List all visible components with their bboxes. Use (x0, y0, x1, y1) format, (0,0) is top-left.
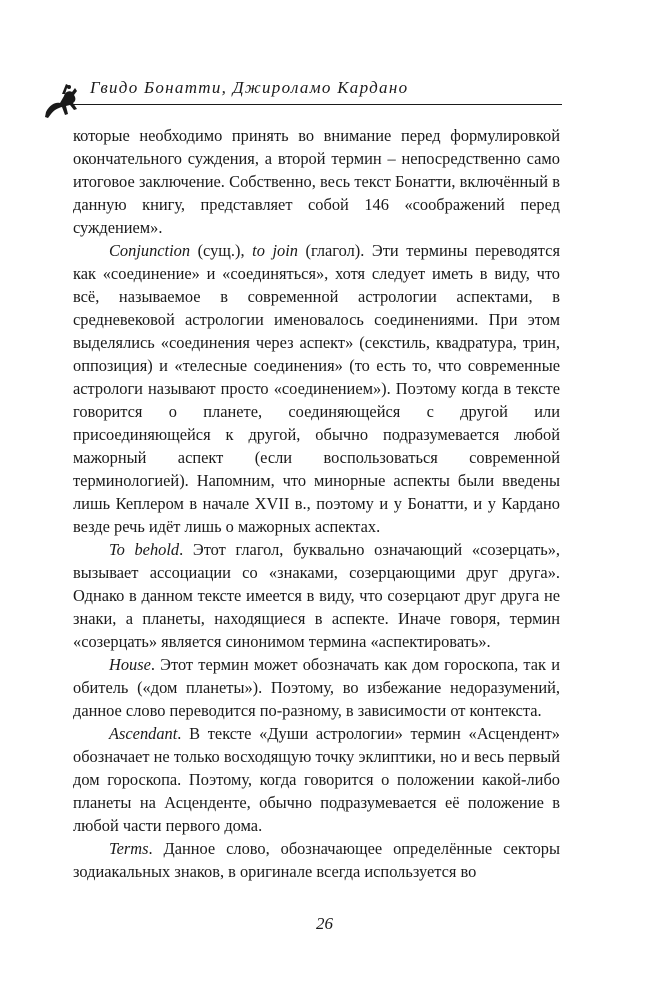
paragraph: House. Этот термин может обозначать как дом гороскопа, так и обитель («дом планеты»). Поэтому, во избежание недоразумений, данное слово переводится по-разному, в зависимости от контекста. (73, 655, 560, 720)
paragraph: Ascendant. В тексте «Души астрологии» термин «Асцендент» обозначает не только восходящую точку эклиптики, но и весь первый дом гороскопа. Поэтому, когда говорится о положении какой-либо планеты на Асценденте, обычно подразумевается её положение в любой части первого дома. (73, 724, 560, 835)
body-text (73, 124, 560, 883)
paragraph: Conjunction (сущ.), to join (глагол). Эти термины переводятся как «соединение» и «соединяться», хотя следует иметь в виду, что всё, называемое в современной астрологии аспектами, в средневековой астрологии именовалось соединениями. При этом выделялись «соединения через аспект» (секстиль, квадратура, трин, оппозиция) и «телесные соединения» (то есть то, что современные астрологи называют просто «соединением»). Поэтому когда в тексте говорится о планете, соединяющейся с другой или присоединяющейся к другой, обычно подразумевается любой мажорный аспект (если воспользоваться современной терминологией). Напомним, что минорные аспекты были введены лишь Кеплером в начале XVII в., поэтому и у Бонатти, и у Кардано везде речь идёт лишь о мажорных аспектах. (73, 241, 560, 536)
glossary-term: Ascendant (109, 724, 178, 743)
glossary-term: Conjunction (109, 241, 191, 260)
page-number: 26 (316, 914, 333, 933)
paragraph: которые необходимо принять во внимание перед формулировкой окончательного суждения, а второй термин – непосредственно само итоговое заключение. Собственно, весь текст Бонатти, включённый в данную книгу, представляет собой 146 «соображений перед суждением». (73, 126, 560, 237)
page-header (42, 78, 562, 128)
paragraph: To behold. Этот глагол, буквально означающий «созерцать», вызывает ассоциации со «знаками, созерцающими друг друга». Однако в данном тексте имеется в виду, что созерцают друг друга не знаки, а планеты, находящиеся в аспекте. Иначе говоря, термин «созерцать» является синонимом термина «аспектировать». (73, 540, 561, 651)
glossary-term: to join (252, 241, 298, 260)
glossary-term: To behold (109, 540, 180, 559)
glossary-term: Terms (109, 839, 149, 858)
paragraph: Terms. Данное слово, обозначающее определённые секторы зодиакальных знаков, в оригинале всегда используется во (73, 839, 560, 881)
running-head: Гвидо Бонатти, Джироламо Кардано (90, 78, 409, 97)
header-rule (72, 104, 562, 105)
glossary-term: House (109, 655, 151, 674)
horseman-emblem-icon (42, 82, 84, 122)
